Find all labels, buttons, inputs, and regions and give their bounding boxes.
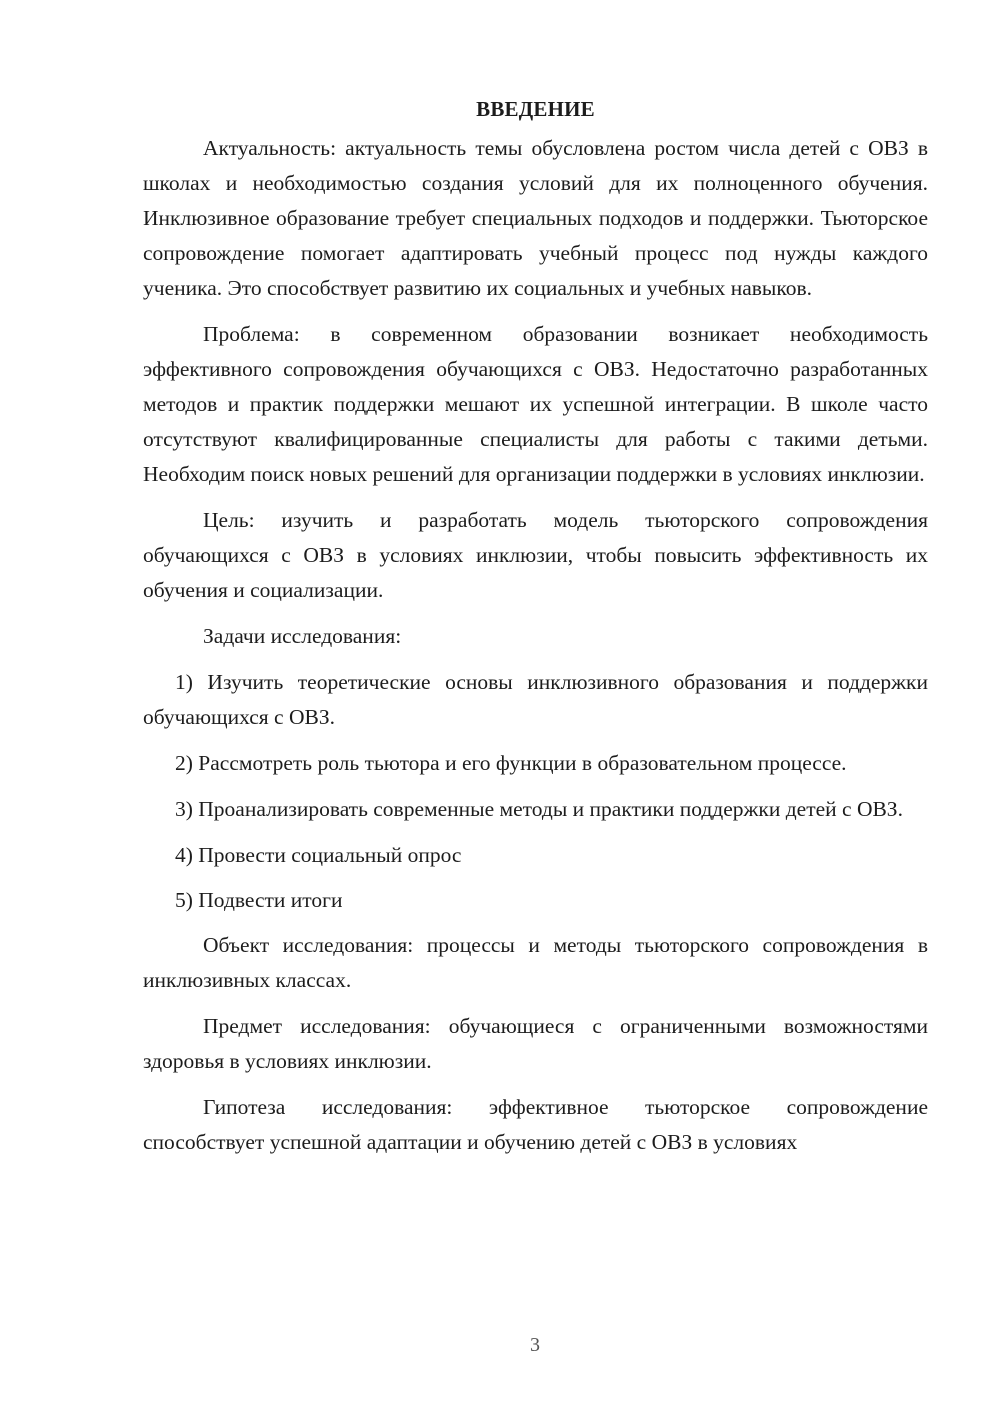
list-item: 1) Изучить теоретические основы инклюзивного образования и поддержки обучающихся с ОВЗ. — [143, 670, 928, 729]
hypothesis-paragraph: Гипотеза исследования: эффективное тьюторское сопровождение способствует успешной адаптации и обучению детей с ОВЗ в условиях — [143, 1095, 928, 1154]
page-title: ВВЕДЕНИЕ — [476, 97, 595, 121]
goal-paragraph: Цель: изучить и разработать модель тьюторского сопровождения обучающихся с ОВЗ в условиях инклюзии, чтобы повысить эффективность их обучения и социализации. — [143, 508, 928, 602]
tasks-heading: Задачи исследования: — [203, 624, 402, 648]
subject-paragraph: Предмет исследования: обучающиеся с ограниченными возможностями здоровья в условиях инклюзии. — [143, 1014, 928, 1073]
document-body — [143, 92, 928, 1171]
list-item: 3) Проанализировать современные методы и практики поддержки детей с ОВЗ. — [175, 797, 903, 821]
page-number: 3 — [530, 1334, 540, 1356]
list-item: 2) Рассмотреть роль тьютора и его функции в образовательном процессе. — [175, 751, 847, 775]
relevance-paragraph: Актуальность: актуальность темы обусловлена ростом числа детей с ОВЗ в школах и необходимостью создания условий для их полноценного обучения. Инклюзивное образование требует специальных подходов и поддержки. Тьюторское сопровождение помогает адаптировать учебный процесс под нужды каждого ученика. Это способствует развитию их социальных и учебных навыков. — [143, 136, 928, 300]
list-item: 5) Подвести итоги — [175, 888, 343, 912]
object-paragraph: Объект исследования: процессы и методы тьюторского сопровождения в инклюзивных классах. — [143, 933, 928, 992]
tasks-list — [143, 665, 928, 918]
problem-paragraph: Проблема: в современном образовании возникает необходимость эффективного сопровождения обучающихся с ОВЗ. Недостаточно разработанных методов и практик поддержки мешают их успешной интеграции. В школе часто отсутствуют квалифицированные специалисты для работы с такими детьми. Необходим поиск новых решений для организации поддержки в условиях инклюзии. — [143, 322, 928, 486]
list-item: 4) Провести социальный опрос — [175, 843, 462, 867]
